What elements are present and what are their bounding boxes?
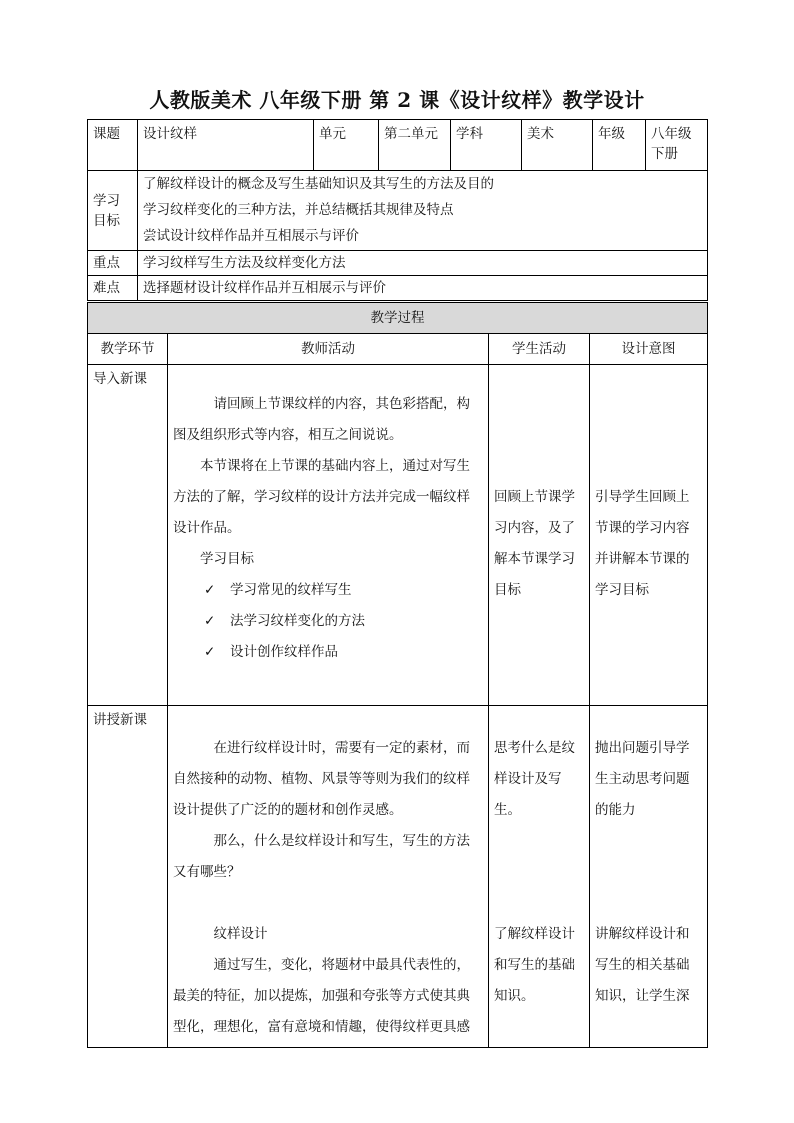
key-value: 学习纹样写生方法及纹样变化方法	[138, 251, 708, 276]
intro-teacher-activity	[168, 365, 489, 706]
teacher-paragraph: 请回顾上节课纹样的内容，其色彩搭配，构图及组织形式等内容，相互之间说说。	[173, 396, 470, 443]
intent-text: 讲解纹样设计和写生的相关基础知识，让学生深	[595, 926, 690, 1004]
checkmark-icon: ✓	[204, 644, 216, 660]
page-title: 人教版美术 八年级下册 第 2 课《设计纹样》教学设计	[149, 88, 645, 112]
goal-item: 尝试设计纹样作品并互相展示与评价	[143, 228, 359, 244]
goal-item: 学习纹样变化的三种方法，并总结概括其规律及特点	[143, 202, 454, 218]
lesson-info-table	[87, 119, 708, 301]
topic-label: 课题	[88, 120, 138, 171]
checkmark-icon: ✓	[204, 582, 216, 598]
teaching-process-table	[87, 302, 708, 1048]
intro-row	[88, 365, 708, 706]
key-label: 重点	[88, 251, 138, 276]
subject-label: 学科	[451, 120, 522, 171]
intro-design-intent	[590, 365, 708, 706]
goals-label: 学习目标	[88, 171, 138, 251]
process-heading-row	[88, 303, 708, 334]
teacher-paragraph: 在进行纹样设计时，需要有一定的素材，而自然接种的动物、植物、风景等等则为我们的纹样设计提供了广泛的的题材和创作灵感。	[173, 740, 470, 818]
lecture-design-intent	[590, 706, 708, 1048]
key-row	[88, 251, 708, 276]
goal-check-item: ✓ 法学习纹样变化的方法	[204, 606, 483, 637]
difficulty-row	[88, 276, 708, 301]
column-header: 教学环节	[88, 334, 168, 365]
goals-heading: 学习目标	[200, 551, 254, 567]
process-heading: 教学过程	[88, 303, 708, 334]
subject-value: 美术	[522, 120, 593, 171]
goal-check-item: ✓ 设计创作纹样作品	[204, 637, 483, 668]
grade-value: 八年级下册	[646, 120, 708, 171]
teacher-paragraph: 通过写生，变化，将题材中最具代表性的，最美的特征，加以提炼，加强和夸张等方式使其典型化，理想化，富有意境和情趣，使得纹样更具感	[173, 957, 470, 1035]
topic-value: 设计纹样	[138, 120, 314, 171]
unit-label: 单元	[314, 120, 379, 171]
intent-text: 抛出问题引导学生主动思考问题的能力	[595, 740, 690, 818]
lecture-student-activity	[489, 706, 590, 1048]
unit-value: 第二单元	[379, 120, 451, 171]
topic-row	[88, 120, 708, 171]
section-subheading: 纹样设计	[213, 926, 268, 942]
teacher-paragraph: 本节课将在上节课的基础内容上，通过对写生方法的了解，学习纹样的设计方法并完成一幅纹样设计作品。	[173, 458, 470, 536]
difficulty-value: 选择题材设计纹样作品并互相展示与评价	[138, 276, 708, 301]
student-text: 思考什么是纹样设计及写生。	[494, 740, 575, 818]
grade-label: 年级	[593, 120, 646, 171]
goal-check-item: ✓ 学习常见的纹样写生	[204, 575, 483, 606]
intro-student-activity	[489, 365, 590, 706]
column-header: 学生活动	[489, 334, 590, 365]
column-header: 设计意图	[590, 334, 708, 365]
lecture-teacher-activity	[168, 706, 489, 1048]
goals-row	[88, 171, 708, 251]
goal-item: 了解纹样设计的概念及写生基础知识及其写生的方法及目的	[143, 176, 494, 192]
column-header: 教师活动	[168, 334, 489, 365]
difficulty-label: 难点	[88, 276, 138, 301]
student-text: 回顾上节课学习内容，及了解本节课学习目标	[494, 489, 575, 598]
goals-cell	[138, 171, 708, 251]
teacher-paragraph: 那么，什么是纹样设计和写生，写生的方法又有哪些？	[173, 833, 470, 880]
lecture-stage: 讲授新课	[88, 706, 168, 1048]
intro-stage: 导入新课	[88, 365, 168, 706]
intent-text: 引导学生回顾上节课的学习内容并讲解本节课的学习目标	[595, 489, 690, 598]
lecture-row	[88, 706, 708, 1048]
column-header-row	[88, 334, 708, 365]
student-text: 了解纹样设计和写生的基础知识。	[494, 926, 575, 1004]
checkmark-icon: ✓	[204, 613, 216, 629]
